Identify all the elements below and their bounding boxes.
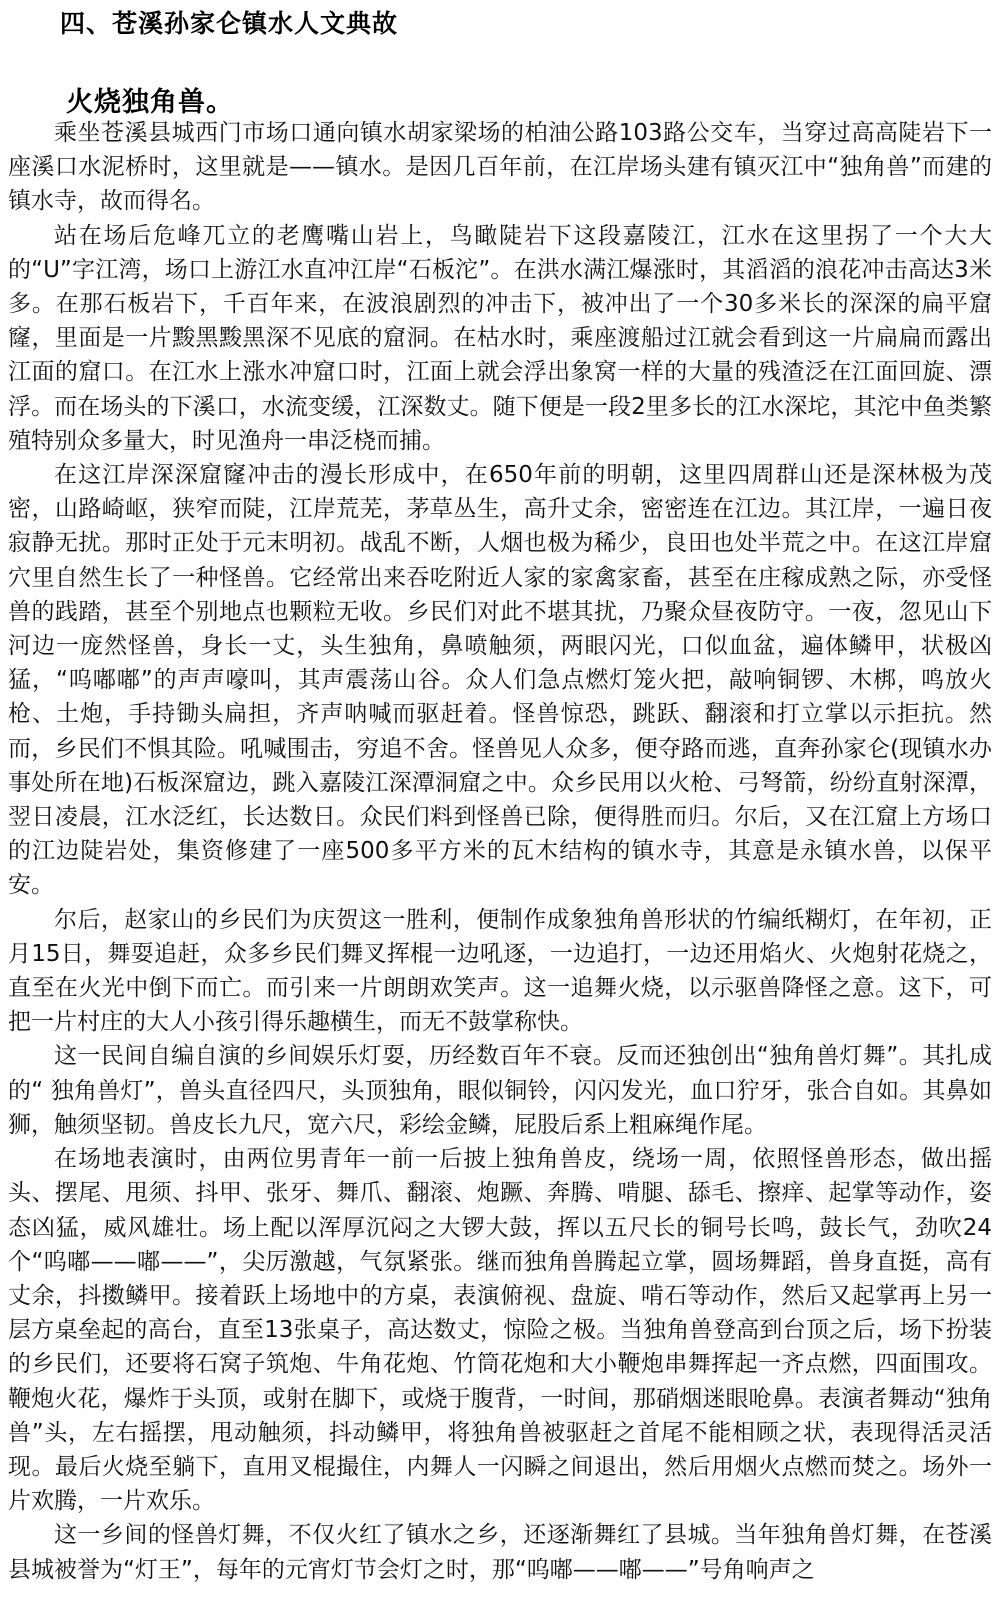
section-title: 四、苍溪孙家仑镇水人文典故: [60, 9, 399, 38]
paragraph: 这一乡间的怪兽灯舞，不仅火红了镇水之乡，还逐渐舞红了县城。当年独角兽灯舞，在苍溪县城被誉为“灯王”，每年的元宵灯节会灯之时，那“呜嘟——嘟——”号角响声之: [8, 1522, 992, 1583]
paragraph: 尔后，赵家山的乡民们为庆贺这一胜利，便制作成象独角兽形状的竹编纸糊灯，在年初，正月15日，舞耍追赶，众多乡民们舞叉挥棍一边吼逐，一边追打，一边还用焰火、火炮射花烧之，直至在火光中倒下而亡。而引来一片朗朗欢笑声。这一追舞火烧，以示驱兽降怪之意。这下，可把一片村庄的大人小孩引得乐趣横生，而无不鼓掌称快。: [8, 906, 992, 1036]
paragraph: 在场地表演时，由两位男青年一前一后披上独角兽皮，绕场一周，依照怪兽形态，做出摇头、摆尾、甩须、抖甲、张牙、舞爪、翻滚、炮蹶、奔腾、啃腿、舔毛、擦痒、起掌等动作，姿态凶猛，威风雄壮。场上配以浑厚沉闷之大锣大鼓，挥以五尺长的铜号长鸣，鼓长气，劲吹24个“呜嘟——嘟——”，尖厉激越，气氛紧张。继而独角兽腾起立掌，圆场舞蹈，兽身直挺，高有丈余，抖擞鳞甲。接着跃上场地中的方桌，表演俯视、盘旋、啃石等动作，然后又起掌再上另一层方桌垒起的高台，直至13张桌子，高达数丈，惊险之极。当独角兽登高到台顶之后，场下扮装的乡民们，还要将石窝子筑炮、牛角花炮、竹筒花炮和大小鞭炮串舞挥起一齐点燃，四面围攻。鞭炮火花，爆炸于头顶，或射在脚下，或烧于腹背，一时间，那硝烟迷眼呛鼻。表演者舞动“独角兽”头，左右摇摆，甩动触须，抖动鳞甲，将独角兽被驱赶之首尾不能相顾之状，表现得活灵活现。最后火烧至躺下，直用叉棍撮住，内舞人一闪瞬之间退出，然后用烟火点燃而焚之。场外一片欢腾，一片欢乐。: [8, 1146, 992, 1515]
paragraph: 乘坐苍溪县城西门市场口通向镇水胡家梁场的柏油公路103路公交车，当穿过高高陡岩下一座溪口水泥桥时，这里就是——镇水。是因几百年前，在江岸场头建有镇灭江中“独角兽”而建的镇水寺，故而得名。: [8, 120, 992, 215]
body-text: [8, 116, 992, 1587]
paragraph: 这一民间自编自演的乡间娱乐灯耍，历经数百年不衰。反而还独创出“独角兽灯舞”。其扎成的“ 独角兽灯”，兽头直径四尺，头顶独角，眼似铜铃，闪闪发光，血口狞牙，张合自如。其鼻如狮，触须坚韧。兽皮长九尺，宽六尺，彩绘金鳞，屁股后系上粗麻绳作尾。: [8, 1043, 992, 1138]
story-title: 火烧独角兽。: [66, 87, 234, 118]
paragraph: 在这江岸深深窟窿冲击的漫长形成中，在650年前的明朝，这里四周群山还是深林极为茂密，山路崎岖，狭窄而陡，江岸荒芜，茅草丛生，高升丈余，密密连在江边。其江岸，一遍日夜寂静无扰。那时正处于元末明初。战乱不断，人烟也极为稀少，良田也处半荒之中。在这江岸窟穴里自然生长了一种怪兽。它经常出来吞吃附近人家的家禽家畜，甚至在庄稼成熟之际，亦受怪兽的践踏，甚至个别地点也颗粒无收。乡民们对此不堪其扰，乃聚众昼夜防守。一夜，忽见山下河边一庞然怪兽，身长一丈，头生独角，鼻喷触须，两眼闪光，口似血盆，遍体鳞甲，状极凶猛，“呜嘟嘟”的声声嚎叫，其声震荡山谷。众人们急点燃灯笼火把，敲响铜锣、木梆，鸣放火枪、土炮，手持锄头扁担，齐声呐喊而驱赶着。怪兽惊恐，跳跃、翻滚和打立掌以示拒抗。然而，乡民们不惧其险。吼喊围击，穷追不舍。怪兽见人众多，便夺路而逃，直奔孙家仑(现镇水办事处所在地)石板深窟边，跳入嘉陵江深潭洞窟之中。众乡民用以火枪、弓弩箭，纷纷直射深潭，翌日凌晨，江水泛红，长达数日。众民们料到怪兽已除，便得胜而归。尔后，又在江窟上方场口的江边陡岩处，集资修建了一座500多平方米的瓦木结构的镇水寺，其意是永镇水兽，以保平安。: [8, 462, 992, 899]
paragraph: 站在场后危峰兀立的老鹰嘴山岩上，鸟瞰陡岩下这段嘉陵江，江水在这里拐了一个大大的“U”字江湾，场口上游江水直冲江岸“石板沱”。在洪水满江爆涨时，其滔滔的浪花冲击高达3米多。在那石板岩下，千百年来，在波浪剧烈的冲击下，被冲出了一个30多米长的深深的扁平窟窿，里面是一片黢黑黢黑深不见底的窟洞。在枯水时，乘座渡船过江就会看到这一片扁扁而露出江面的窟口。在江水上涨水冲窟口时，江面上就会浮出象窝一样的大量的残渣泛在江面回旋、漂浮。而在场头的下溪口，水流变缓，江深数丈。随下便是一段2里多长的江水深坨，其沱中鱼类繁殖特别众多量大，时见渔舟一串泛桡而捕。: [8, 222, 992, 454]
